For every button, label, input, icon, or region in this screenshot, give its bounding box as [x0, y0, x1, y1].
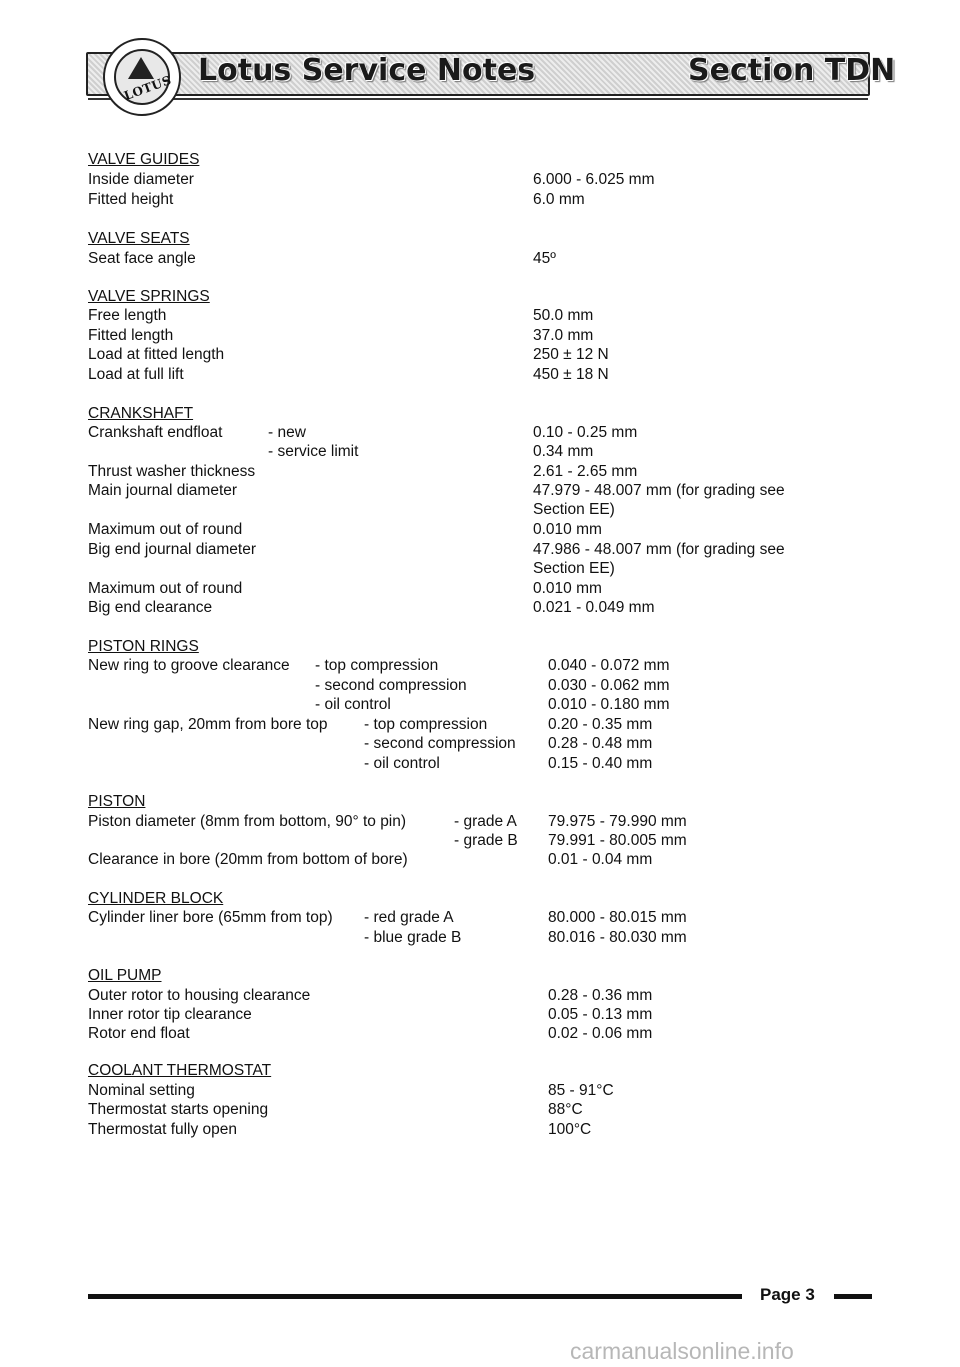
- heading-piston: PISTON: [88, 793, 146, 810]
- spec-value: 0.05 - 0.13 mm: [548, 1006, 653, 1023]
- spec-label: Clearance in bore (20mm from bottom of bore): [88, 851, 408, 868]
- heading-oil-pump: OIL PUMP: [88, 967, 162, 984]
- spec-label: Thrust washer thickness: [88, 463, 256, 480]
- page-number: Page 3: [760, 1285, 815, 1304]
- spec-value: 0.021 - 0.049 mm: [533, 599, 655, 616]
- spec-value: 450 ± 18 N: [533, 366, 609, 383]
- spec-value: 6.0 mm: [533, 191, 585, 208]
- spec-label: New ring to groove clearance: [88, 657, 290, 674]
- heading-piston-rings: PISTON RINGS: [88, 638, 199, 655]
- spec-sublabel: - service limit: [268, 443, 359, 460]
- heading-valve-seats: VALVE SEATS: [88, 230, 190, 247]
- watermark: carmanualsonline.info: [570, 1338, 794, 1364]
- spec-sublabel: - top compression: [315, 657, 439, 674]
- spec-value: 6.000 - 6.025 mm: [533, 171, 655, 188]
- spec-label: Free length: [88, 307, 167, 324]
- spec-label: Fitted height: [88, 191, 174, 208]
- spec-label: Maximum out of round: [88, 580, 243, 597]
- heading-coolant-thermostat: COOLANT THERMOSTAT: [88, 1062, 272, 1079]
- heading-crankshaft: CRANKSHAFT: [88, 405, 194, 422]
- spec-sublabel: - second compression: [364, 735, 516, 752]
- spec-value: 100°C: [548, 1121, 592, 1138]
- spec-label: Big end clearance: [88, 599, 213, 616]
- spec-value: 0.040 - 0.072 mm: [548, 657, 670, 674]
- spec-sublabel: - oil control: [364, 755, 440, 772]
- lotus-logo-text: LOTUS: [122, 72, 174, 104]
- spec-sublabel: - blue grade B: [364, 929, 462, 946]
- spec-value: 0.02 - 0.06 mm: [548, 1025, 653, 1042]
- heading-cylinder-block: CYLINDER BLOCK: [88, 890, 224, 907]
- spec-label: Nominal setting: [88, 1082, 195, 1099]
- spec-label: Fitted length: [88, 327, 174, 344]
- spec-sublabel: - top compression: [364, 716, 488, 733]
- spec-value: 0.28 - 0.48 mm: [548, 735, 653, 752]
- spec-value: 80.000 - 80.015 mm: [548, 909, 687, 926]
- spec-sublabel: - second compression: [315, 677, 467, 694]
- spec-value: 250 ± 12 N: [533, 346, 609, 363]
- spec-value: 0.030 - 0.062 mm: [548, 677, 670, 694]
- spec-value: 0.10 - 0.25 mm: [533, 424, 638, 441]
- footer-dash: [834, 1294, 872, 1299]
- spec-label: Maximum out of round: [88, 521, 243, 538]
- lotus-logo: [103, 38, 181, 116]
- banner-underline: [88, 98, 868, 100]
- spec-label: Seat face angle: [88, 250, 196, 267]
- spec-value: 0.20 - 0.35 mm: [548, 716, 653, 733]
- header-title: Lotus Service Notes: [198, 53, 536, 88]
- spec-value: 0.010 - 0.180 mm: [548, 696, 670, 713]
- spec-label: Load at fitted length: [88, 346, 225, 363]
- spec-label: Cylinder liner bore (65mm from top): [88, 909, 333, 926]
- spec-value: 0.28 - 0.36 mm: [548, 987, 653, 1004]
- spec-label: New ring gap, 20mm from bore top: [88, 716, 328, 733]
- spec-value: 50.0 mm: [533, 307, 594, 324]
- spec-sublabel: - oil control: [315, 696, 391, 713]
- spec-sublabel: - grade A: [454, 813, 517, 830]
- spec-value: 0.15 - 0.40 mm: [548, 755, 653, 772]
- heading-valve-springs: VALVE SPRINGS: [88, 288, 210, 305]
- spec-value: 80.016 - 80.030 mm: [548, 929, 687, 946]
- spec-label: Crankshaft endfloat: [88, 424, 223, 441]
- spec-sublabel: - new: [268, 424, 306, 441]
- spec-sublabel: - red grade A: [364, 909, 454, 926]
- lotus-logo-triangle: [128, 57, 154, 79]
- spec-value: 0.010 mm: [533, 580, 602, 597]
- spec-value: 37.0 mm: [533, 327, 594, 344]
- spec-value: 2.61 - 2.65 mm: [533, 463, 638, 480]
- lotus-logo-inner: [114, 49, 174, 105]
- spec-sublabel: - grade B: [454, 832, 518, 849]
- spec-value: 0.010 mm: [533, 521, 602, 538]
- spec-value: 85 - 91°C: [548, 1082, 614, 1099]
- footer-rule: [88, 1294, 742, 1299]
- spec-value: 88°C: [548, 1101, 583, 1118]
- spec-label: Thermostat fully open: [88, 1121, 238, 1138]
- spec-label: Rotor end float: [88, 1025, 190, 1042]
- spec-value: 79.991 - 80.005 mm: [548, 832, 687, 849]
- spec-label: Inner rotor tip clearance: [88, 1006, 252, 1023]
- spec-label: Main journal diameter: [88, 482, 238, 499]
- spec-value: 47.979 - 48.007 mm (for grading see: [533, 482, 785, 499]
- spec-value: 0.34 mm: [533, 443, 594, 460]
- spec-value: 0.01 - 0.04 mm: [548, 851, 653, 868]
- spec-value-cont: Section EE): [533, 501, 615, 518]
- spec-value: 45º: [533, 250, 556, 267]
- spec-label: Big end journal diameter: [88, 541, 257, 558]
- heading-valve-guides: VALVE GUIDES: [88, 151, 200, 168]
- spec-label: Inside diameter: [88, 171, 194, 188]
- spec-label: Thermostat starts opening: [88, 1101, 269, 1118]
- spec-label: Piston diameter (8mm from bottom, 90° to pin): [88, 813, 407, 830]
- spec-value: 47.986 - 48.007 mm (for grading see: [533, 541, 785, 558]
- spec-value: 79.975 - 79.990 mm: [548, 813, 687, 830]
- spec-label: Outer rotor to housing clearance: [88, 987, 311, 1004]
- spec-label: Load at full lift: [88, 366, 184, 383]
- spec-value-cont: Section EE): [533, 560, 615, 577]
- header-section: Section TDN: [688, 53, 896, 88]
